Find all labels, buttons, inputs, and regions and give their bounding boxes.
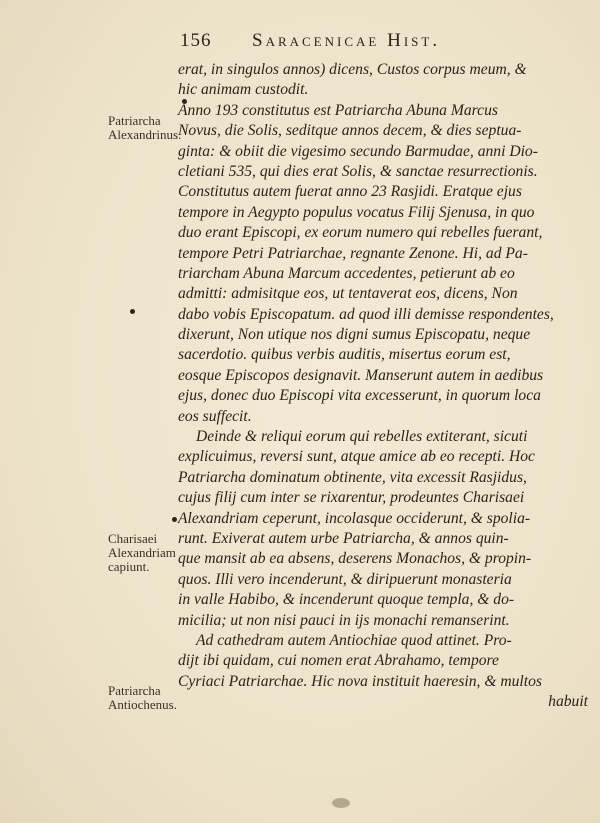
margin-note-patriarcha-alexandrinus: Patriarcha Alexandrinus. — [108, 113, 182, 142]
text-line: tempore in Aegypto populus vocatus Filij Sjenusa, in quo — [178, 203, 535, 221]
text-line: que mansit ab ea absens, deserens Monachos, & propin- — [178, 550, 532, 568]
text-line: eosque Episcopos designavit. Manserunt autem in aedibus — [178, 366, 544, 384]
text-line: hic animam custodit. — [178, 81, 309, 99]
text-line: eos suffecit. — [178, 407, 252, 425]
text-line: ginta: & obiit die vigesimo secundo Barmudae, anni Dio- — [178, 142, 538, 160]
text-line: Alexandriam ceperunt, incolasque occiderunt, & spolia- — [178, 509, 531, 527]
text-line: quos. Illi vero incenderunt, & diripuerunt monasteria — [178, 570, 512, 588]
text-line: dixerunt, Non utique nos digni sumus Episcopatu, neque — [178, 326, 531, 344]
running-title: Saracenicae Hist. — [252, 30, 441, 51]
text-line: tempore Petri Patriarchae, regnante Zenone. Hi, ad Pa- — [178, 244, 528, 262]
text-line: Anno 193 constitutus est Patriarcha Abuna Marcus — [178, 101, 498, 119]
page-header — [180, 30, 580, 56]
text-line: Patriarcha dominatum obtinente, vita excessit Rasjidus, — [178, 468, 527, 486]
text-line: triarcham Abuna Marcum accedentes, petierunt ab eo — [178, 264, 515, 282]
text-line: in valle Habibo, & incenderunt quoque templa, & do- — [178, 591, 515, 609]
text-line: Deinde & reliqui eorum qui rebelles extiterant, sicuti — [196, 428, 528, 446]
text-line: admitti: admisitque eos, ut tentaverat eos, dicens, Non — [178, 285, 518, 303]
text-line: micilia; ut non nisi pauci in ijs monachi remanserint. — [178, 611, 510, 629]
text-line: explicuimus, reversi sunt, atque amice ab eo recepti. Hoc — [178, 448, 535, 466]
body-text — [178, 60, 588, 713]
ink-blot — [332, 798, 350, 808]
margin-note-charisaei: Charisaei Alexandriam capiunt. — [108, 531, 176, 574]
page-number: 156 — [180, 30, 212, 51]
text-line: dijt ibi quidam, cui nomen erat Abrahamo, tempore — [178, 652, 499, 670]
margin-note-patriarcha-antiochenus: Patriarcha Antiochenus. — [108, 683, 177, 712]
text-line: cletiani 535, qui dies erat Solis, & sanctae resurrectionis. — [178, 162, 538, 180]
ink-dot — [172, 517, 177, 522]
text-line: ejus, donec duo Episcopi vita excesserunt, in quorum loca — [178, 387, 541, 405]
text-line: Constitutus autem fuerat anno 23 Rasjidi. Eratque ejus — [178, 183, 522, 201]
text-line: dabo vobis Episcopatum. ad quod illi demisse respondentes, — [178, 305, 554, 323]
text-line: cujus filij cum inter se rixarentur, prodeuntes Charisaei — [178, 489, 525, 507]
ink-dot — [130, 309, 135, 314]
text-line: sacerdotio. quibus verbis auditis, misertus eorum est, — [178, 346, 511, 364]
text-line: duo erant Episcopi, ex eorum numero qui rebelles fuerant, — [178, 224, 543, 242]
text-line: Novus, die Solis, seditque annos decem, & dies septua- — [178, 122, 522, 140]
text-line: Ad cathedram autem Antiochiae quod attinet. Pro- — [196, 631, 512, 649]
text-line: runt. Exiverat autem urbe Patriarcha, & annos quin- — [178, 529, 509, 547]
text-line: erat, in singulos annos) dicens, Custos corpus meum, & — [178, 61, 527, 78]
text-line: Cyriaci Patriarchae. Hic nova instituit haeresin, & multos — [178, 672, 542, 690]
catchword: habuit — [548, 693, 588, 711]
